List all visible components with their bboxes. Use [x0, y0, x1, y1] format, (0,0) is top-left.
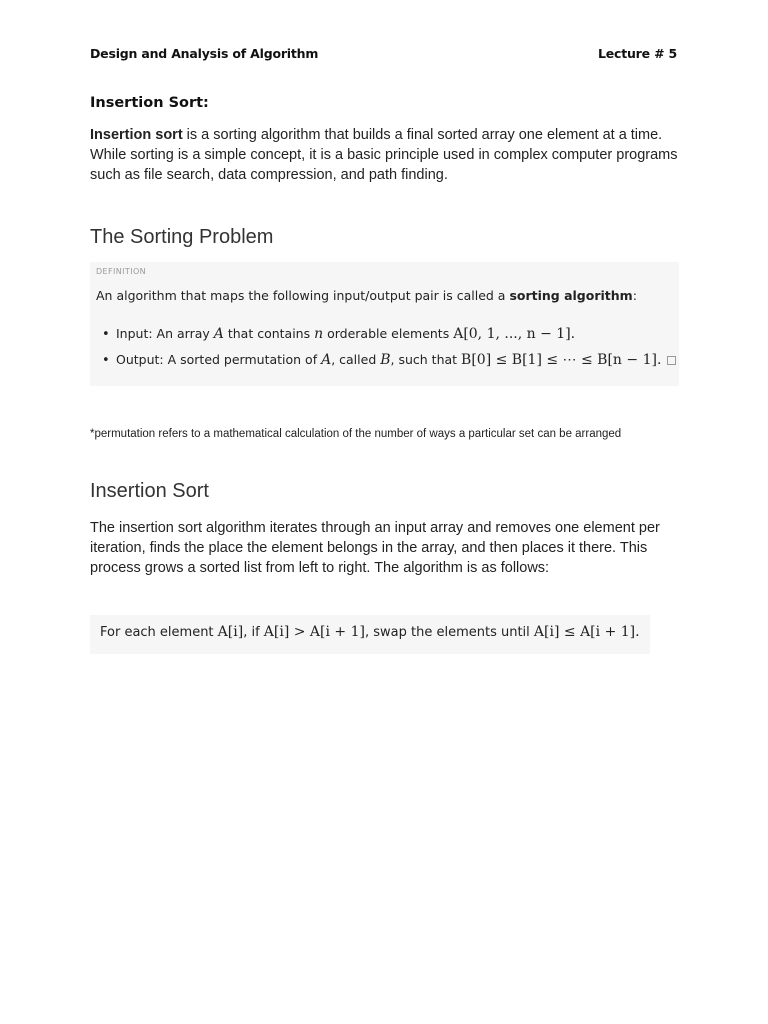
intro-body: is a sorting algorithm that builds a final sorted array one element at a time. While sorting is a simple concept, it is a basic principle used in complex computer programs such as file search, data compression, and path finding. [90, 127, 678, 183]
output-text: Output: A sorted permutation of [116, 352, 322, 367]
input-n: n [314, 326, 324, 342]
definition-output-bullet [102, 352, 676, 368]
algo-math-2: A[i] > A[i + 1] [263, 624, 365, 640]
bullet-dot-icon: • [102, 353, 110, 368]
intro-paragraph [90, 125, 690, 185]
permutation-footnote: *permutation refers to a mathematical calculation of the number of ways a particular set can be arranged [90, 428, 622, 440]
definition-input-bullet [102, 326, 575, 342]
input-mid: that contains [223, 326, 315, 341]
output-var2: B [380, 352, 391, 368]
qed-square-icon [667, 356, 676, 365]
input-var: A [213, 326, 224, 342]
definition-lead: An algorithm that maps the following input/output pair is called a [96, 288, 510, 303]
input-text: Input: An array [116, 326, 214, 341]
input-math: A[0, 1, ..., n − 1]. [453, 326, 576, 342]
header-lecture-number: Lecture # 5 [597, 46, 677, 61]
insertion-sort-title: Insertion Sort [90, 480, 209, 502]
definition-box [90, 262, 679, 386]
bullet-dot-icon: • [102, 327, 110, 342]
intro-term: Insertion sort [90, 127, 183, 143]
insertion-sort-paragraph: The insertion sort algorithm iterates through an input array and removes one element per iteration, finds the place the element belongs in the array, and then places it there. This process grows a sorted list from left to right. The algorithm is as follows: [90, 520, 660, 576]
definition-text [96, 288, 637, 303]
definition-term: sorting algorithm [509, 288, 633, 303]
algo-math-3: A[i] ≤ A[i + 1] [533, 624, 636, 640]
output-var: A [321, 352, 332, 368]
definition-tail: : [632, 288, 637, 303]
algorithm-text [100, 624, 640, 640]
input-mid2: orderable elements [323, 326, 454, 341]
algo-math-1: A[i] [217, 624, 244, 640]
algo-lead: For each element [100, 625, 218, 640]
definition-label: DEFINITION [96, 267, 147, 276]
algo-mid: , if [243, 625, 264, 640]
algo-mid2: , swap the elements until [364, 625, 534, 640]
algo-end: . [635, 624, 640, 640]
algorithm-box [90, 615, 650, 654]
output-mid2: , such that [390, 352, 462, 367]
output-mid: , called [331, 352, 381, 367]
sorting-problem-title: The Sorting Problem [90, 226, 274, 248]
header-course-title: Design and Analysis of Algorithm [90, 46, 319, 61]
intro-heading: Insertion Sort: [90, 95, 209, 111]
output-math: B[0] ≤ B[1] ≤ ⋯ ≤ B[n − 1]. [461, 352, 662, 368]
